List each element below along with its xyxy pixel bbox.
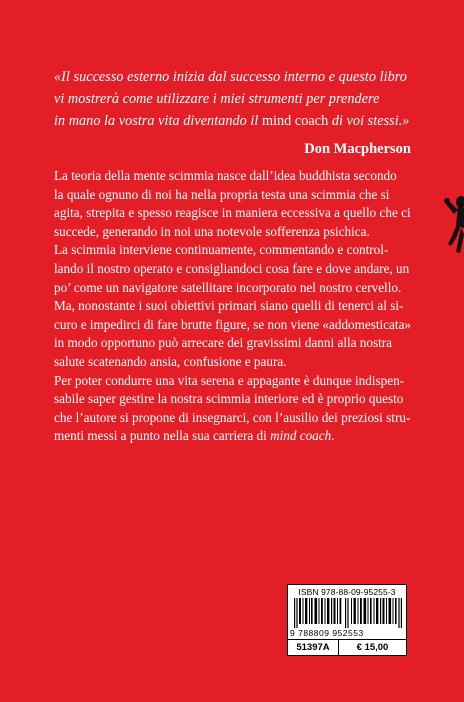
quote-author: Don Macpherson bbox=[304, 141, 411, 157]
blurb-term: mind coach bbox=[270, 428, 332, 444]
barcode-icon bbox=[294, 598, 402, 628]
blurb-line: po’ come un navigatore satellitare incorporato nel nostro cervello. bbox=[54, 279, 402, 295]
quote-term: mind coach bbox=[261, 113, 329, 129]
blurb-line bbox=[54, 427, 446, 446]
blurb-line: lando il nostro operato e consigliandoci cosa fare e dove andare, un bbox=[54, 260, 410, 276]
quote-text: di voi stessi.» bbox=[328, 113, 410, 129]
price: € 15,00 bbox=[356, 642, 389, 653]
quote-text: in mano la vostra vita diventando il bbox=[54, 113, 262, 129]
price-row bbox=[288, 639, 406, 655]
blurb-line: in modo opportuno può arrecare dei gravissimi danni alla nostra bbox=[54, 335, 393, 351]
blurb-line: Per poter condurre una vita serena e appagante è dunque indispen- bbox=[54, 372, 405, 388]
blurb-text-segment: . bbox=[331, 428, 335, 444]
blurb-line: agita, strepita e spesso reagisce in maniera eccessiva a quello che ci bbox=[54, 205, 411, 221]
blurb-text-segment: menti messi a punto nella sua carriera di bbox=[54, 428, 271, 444]
isbn-number: ISBN 978-88-09-95255-3 bbox=[298, 587, 396, 597]
blurb-line: Ma, nonostante i suoi obiettivi primari siano quelli di tenerci al si- bbox=[54, 298, 404, 314]
quote-line: vi mostrerà come utilizzare i miei strumenti per prendere bbox=[54, 91, 380, 107]
endorsement-quote bbox=[54, 66, 442, 132]
blurb-text bbox=[54, 167, 446, 446]
blurb-line: sabile saper gestire la nostra scimmia interiore ed è proprio questo bbox=[54, 391, 404, 407]
blurb-line: la quale ognuno di noi ha nella propria testa una scimmia che si bbox=[54, 186, 390, 202]
blurb-line: La teoria della mente scimmia nasce dall’idea buddhista secondo bbox=[54, 168, 397, 183]
monkey-silhouette-icon bbox=[442, 188, 464, 258]
product-code: 51397A bbox=[288, 640, 339, 655]
quote-line: «Il successo esterno inizia dal successo interno e questo libro bbox=[54, 69, 407, 85]
blurb-line: che l’autore si propone di insegnarci, con l’ausilio dei preziosi stru- bbox=[54, 409, 411, 425]
blurb-line: curo e impedirci di fare brutte figure, se non viene «addomesticata» bbox=[54, 316, 412, 332]
barcode-digits: 9 788809 952553 bbox=[290, 628, 364, 638]
blurb-line: succede, generando in noi una notevole sofferenza psichica. bbox=[54, 223, 370, 239]
barcode-label bbox=[287, 584, 407, 656]
blurb-line: salute scatenando ansia, confusione e paura. bbox=[54, 353, 287, 369]
blurb-line: La scimmia interviene continuamente, commentando e control- bbox=[54, 242, 389, 258]
quote-line bbox=[54, 110, 442, 132]
